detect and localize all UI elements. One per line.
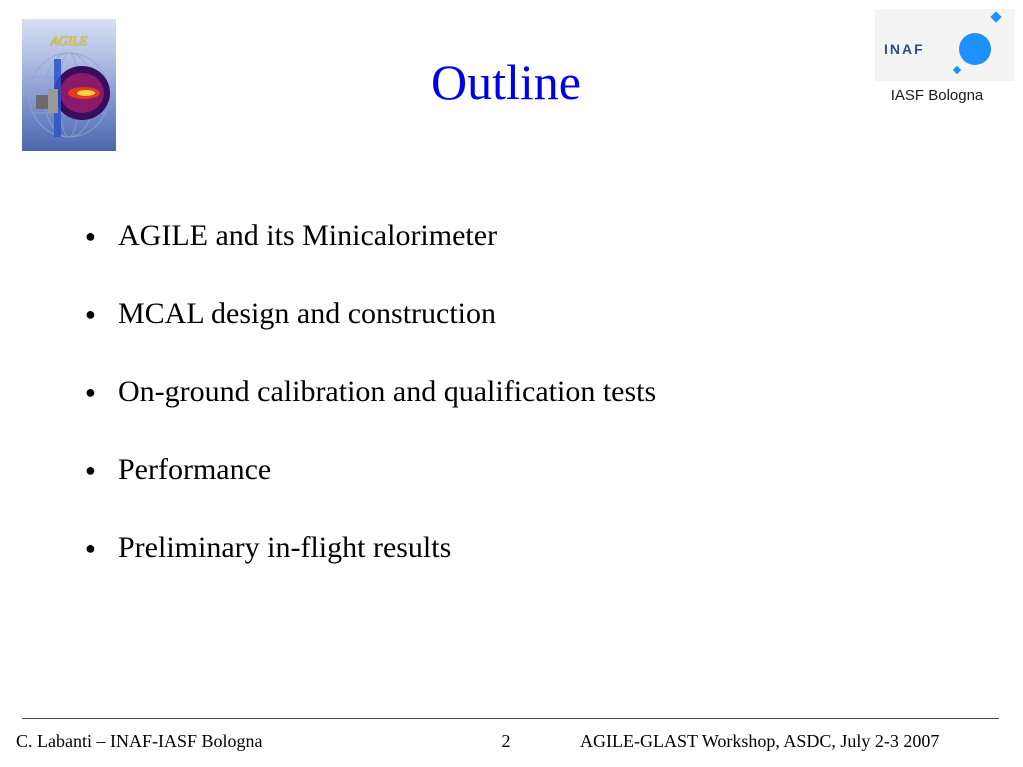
list-item-text: Preliminary in-flight results: [118, 531, 452, 564]
agile-logo: [22, 19, 116, 151]
list-item-text: Performance: [118, 453, 272, 486]
footer-divider: [22, 718, 999, 719]
inaf-logo-text: INAF: [884, 41, 925, 57]
agile-logo-text: AGILE: [50, 33, 88, 48]
list-item-text: MCAL design and construction: [118, 297, 497, 330]
bullet-icon: ●: [85, 226, 96, 246]
footer-author: C. Labanti – INAF-IASF Bologna: [16, 731, 263, 751]
list-item-text: AGILE and its Minicalorimeter: [118, 219, 498, 252]
bullet-icon: ●: [85, 304, 96, 324]
institute-caption: IASF Bologna: [890, 87, 984, 104]
inaf-logo: [875, 9, 1014, 81]
bullet-icon: ●: [85, 538, 96, 558]
list-item-text: On-ground calibration and qualification tests: [118, 375, 657, 408]
page-title: Outline: [431, 54, 581, 110]
inaf-star-icon: [875, 9, 1014, 81]
bullet-icon: ●: [85, 382, 96, 402]
page-number: 2: [501, 731, 511, 751]
bullet-icon: ●: [85, 460, 96, 480]
footer-event: AGILE-GLAST Workshop, ASDC, July 2-3 2007: [580, 731, 940, 751]
